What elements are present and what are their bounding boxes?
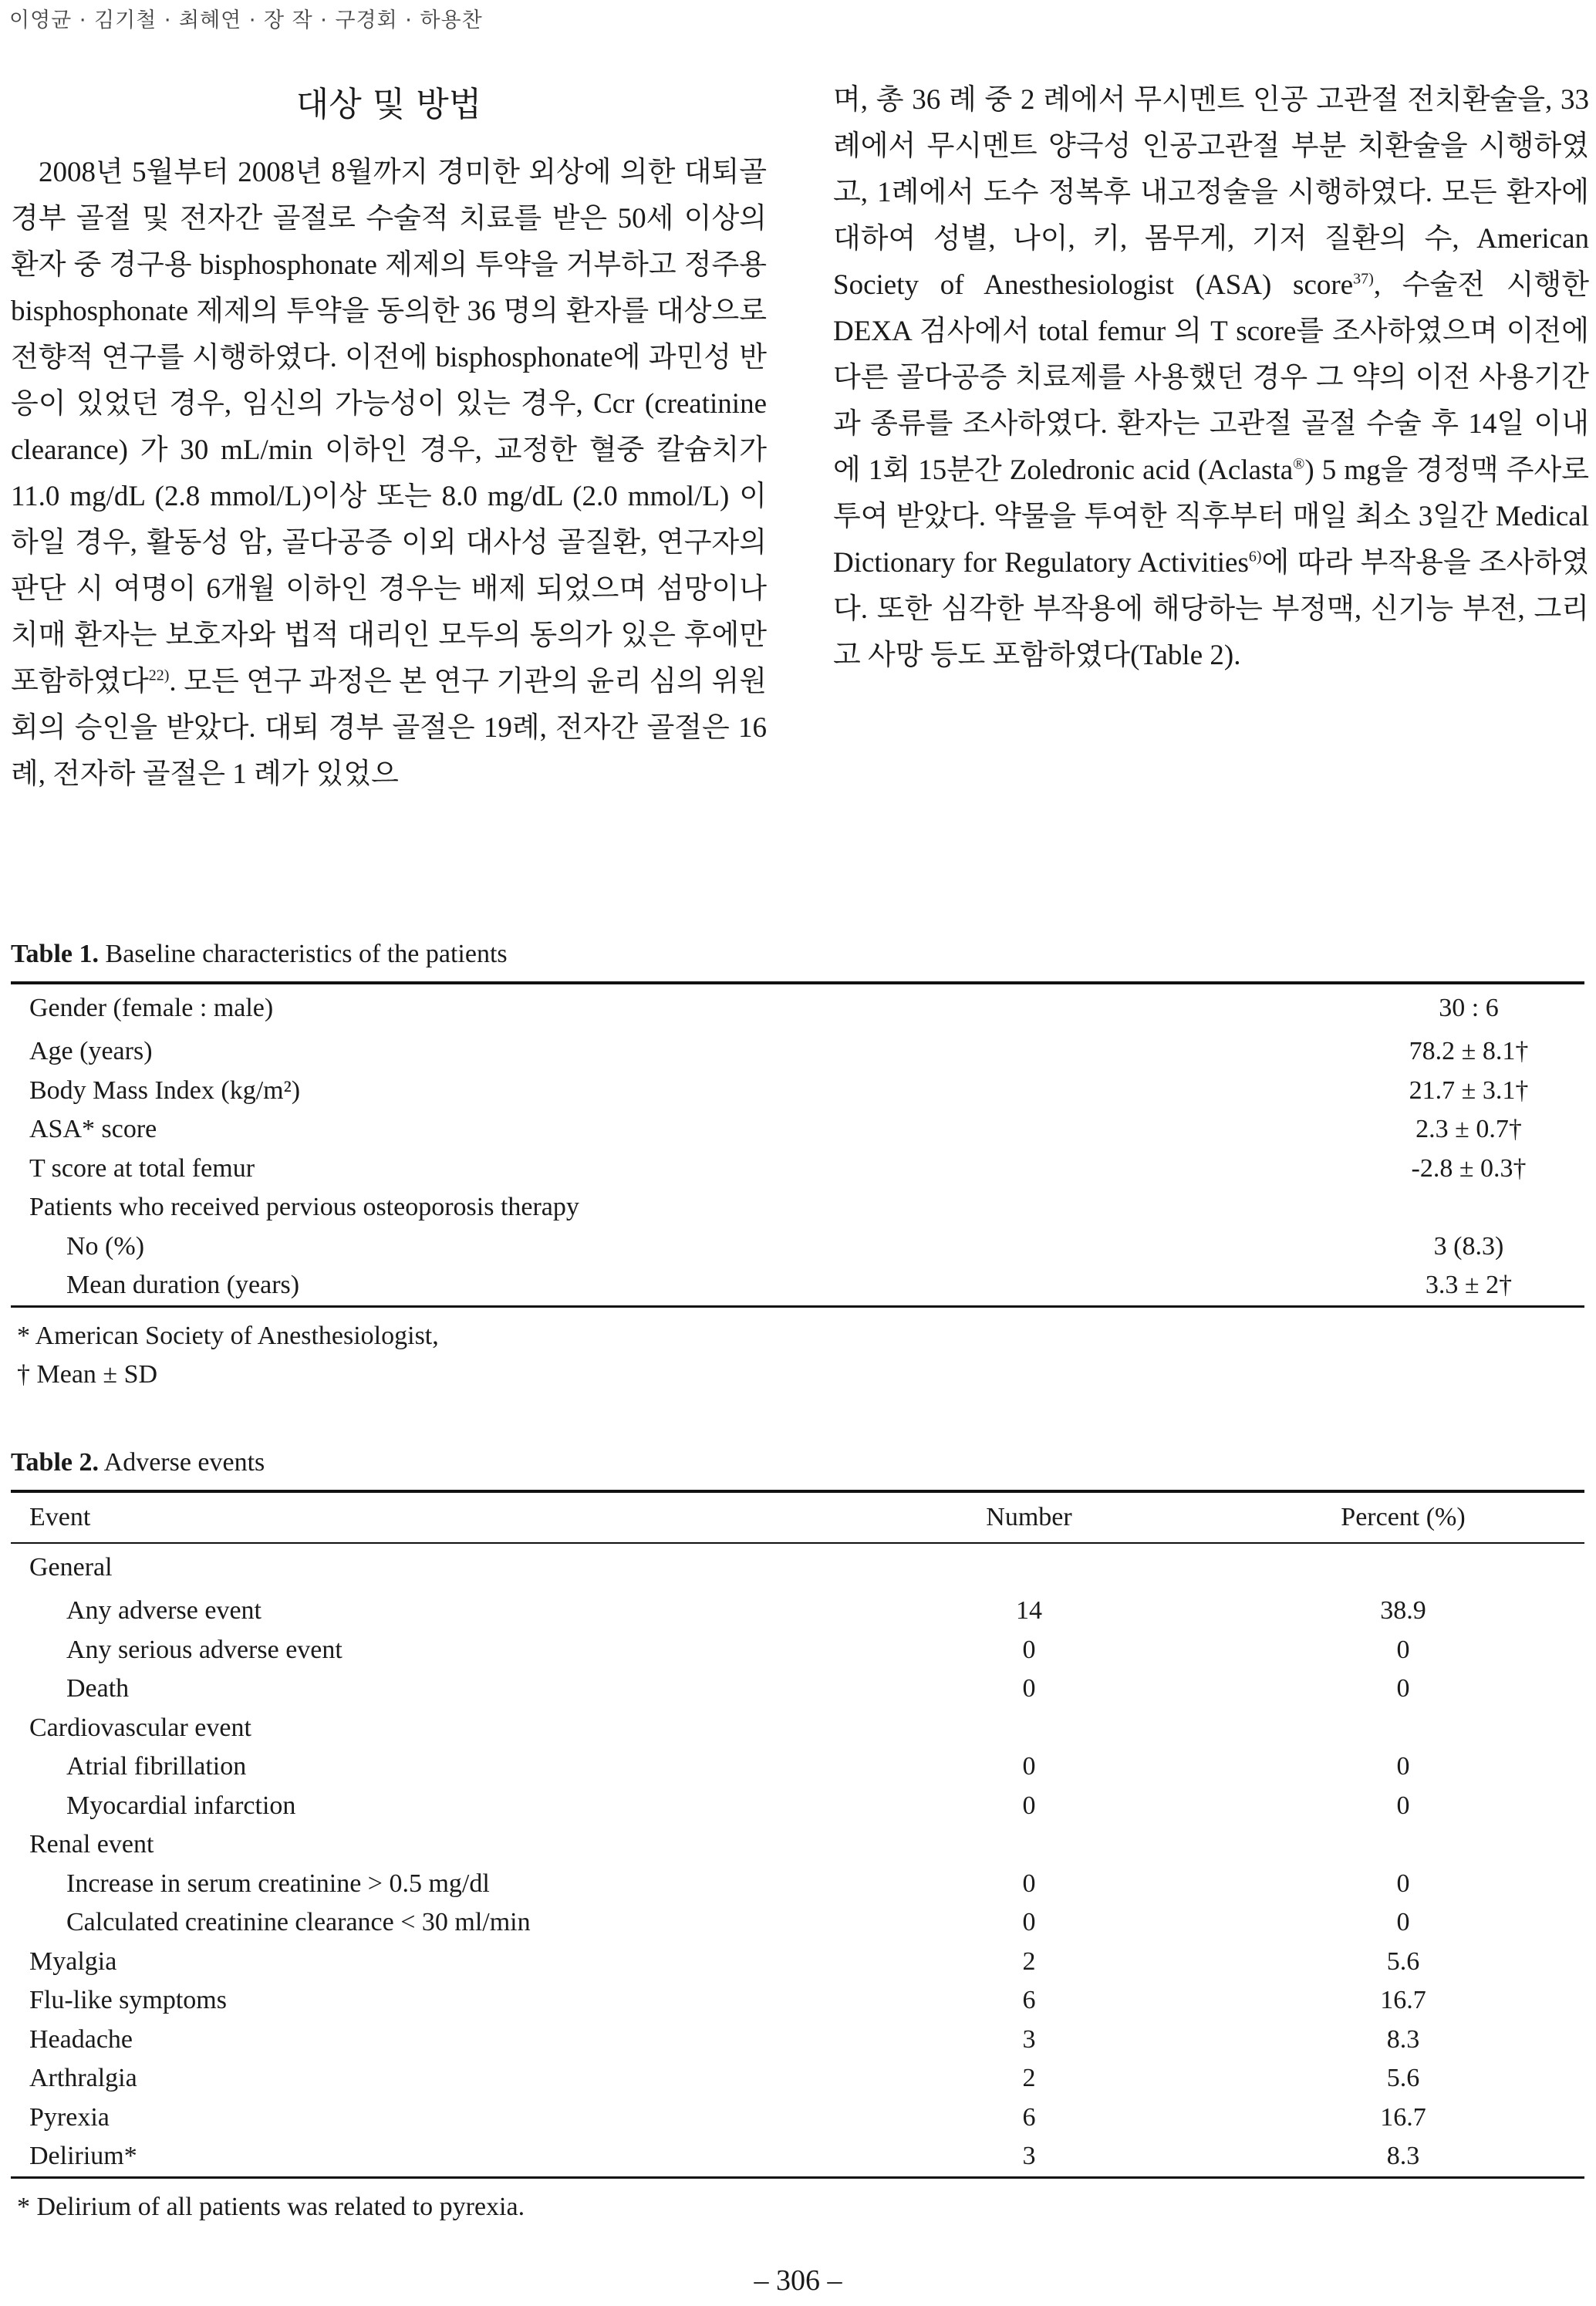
reference-marker: 37) <box>1353 270 1374 288</box>
table-row <box>11 1981 1584 2021</box>
table-row <box>11 1544 1584 1592</box>
row-number: 0 <box>1022 1674 1036 1703</box>
table2-footnote: * Delirium of all patients was related to pyrexia. <box>17 2192 525 2221</box>
table-row <box>11 1188 1584 1227</box>
table2 <box>11 1448 1584 2227</box>
row-label: Cardiovascular event <box>29 1713 251 1742</box>
row-percent: 5.6 <box>1386 2064 1420 2093</box>
row-number: 3 <box>1022 2024 1036 2054</box>
row-label: Arthralgia <box>29 2064 137 2093</box>
table-row <box>11 1943 1584 1982</box>
table-header-row <box>11 1493 1584 1542</box>
table-row <box>11 1670 1584 1709</box>
reference-marker: 22) <box>148 667 170 684</box>
table1-caption <box>11 940 1584 969</box>
row-label: Gender (female : male) <box>29 994 274 1022</box>
row-number: 2 <box>1022 2064 1036 2093</box>
row-value: 30 : 6 <box>1439 994 1499 1022</box>
body-text: ) 5 mg을 경정맥 주사로 투여 받았다. 약물을 투여한 직후부터 매일 최소 3일간 Medical Dictionary for Regulatory Activities <box>833 454 1589 579</box>
row-value: 21.7 ± 3.1† <box>1409 1075 1529 1105</box>
row-label: Increase in serum creatinine > 0.5 mg/dl <box>66 1869 490 1898</box>
row-value: 78.2 ± 8.1† <box>1409 1037 1529 1066</box>
right-column <box>833 77 1589 679</box>
row-number <box>836 1544 1222 1592</box>
row-value: 3.3 ± 2† <box>1425 1271 1513 1300</box>
table-row <box>11 1865 1584 1904</box>
table-row <box>11 984 1584 1032</box>
table-rule <box>11 1305 1584 1308</box>
table-row <box>11 1903 1584 1943</box>
registered-mark: ® <box>1293 455 1305 473</box>
table-row <box>11 2098 1584 2138</box>
row-label: Headache <box>29 2024 133 2054</box>
row-label: Flu-like symptoms <box>29 1986 227 2015</box>
row-percent: 38.9 <box>1380 1596 1426 1626</box>
table-row <box>11 2021 1584 2060</box>
column-header: Event <box>29 1503 91 1531</box>
row-percent: 16.7 <box>1380 2102 1426 2132</box>
table-row <box>11 1072 1584 1111</box>
row-number: 0 <box>1022 1752 1036 1781</box>
row-label: Myocardial infarction <box>66 1791 296 1820</box>
row-label: T score at total femur <box>29 1153 255 1183</box>
row-percent: 0 <box>1396 1752 1410 1781</box>
caption-text: Baseline characteristics of the patients <box>99 940 508 968</box>
table-row <box>11 1787 1584 1826</box>
row-label: Delirium* <box>29 2142 137 2171</box>
body-text: 며, 총 36 례 중 2 례에서 무시멘트 인공 고관절 전치환술을, 33 례에서 무시멘트 양극성 인공고관절 부분 치환술을 시행하였고, 1례에서 도수 정복후 내고정술을 시행하였다. 모든 환자에 대하여 성별, 나이, 키, 몸무게, 기저 질환의 수, American Society of Anesthesiologist (ASA) score <box>833 84 1589 301</box>
table-rule <box>11 2176 1584 2179</box>
column-header: Percent (%) <box>1341 1503 1466 1531</box>
row-label: Myalgia <box>29 1946 117 1976</box>
body-paragraph <box>11 150 767 798</box>
reference-marker: 6) <box>1248 548 1262 566</box>
running-head: 이영균 · 김기철 · 최혜연 · 장 작 · 구경회 · 하용찬 <box>9 8 483 32</box>
row-label: Atrial fibrillation <box>66 1752 247 1781</box>
table-row <box>11 2059 1584 2098</box>
column-header: Number <box>986 1503 1072 1531</box>
table1-body <box>11 984 1584 1305</box>
body-text: 2008년 5월부터 2008년 8월까지 경미한 외상에 의한 대퇴골 경부 골절 및 전자간 골절로 수술적 치료를 받은 50세 이상의 환자 중 경구용 bisphosphonate 제제의 투약을 거부하고 정주용 bisphosphonate 제제의 투약을 동의한 36 명의 환자를 대상으로 전향적 연구를 시행하였다. 이전에 bisphosphonate에 과민성 반응이 있었던 경우, 임신의 가능성이 있는 경우, Ccr (creatinine clearance) 가 30 mL/min 이하인 경우, 교정한 혈중 칼슘치가 11.0 mg/dL (2.8 mmol/L)이상 또는 8.0 mg/dL (2.0 mmol/L) 이하일 경우, 활동성 암, 골다공증 이외 대사성 골질환, 연구자의 판단 시 여명이 6개월 이하인 경우는 배제 되었으며 섬망이나 치매 환자는 보호자와 법적 대리인 모두의 동의가 있은 후에만 포함하였다 <box>11 157 767 697</box>
row-label: Any adverse event <box>66 1596 262 1626</box>
row-number: 6 <box>1022 1986 1036 2015</box>
row-number: 14 <box>1016 1596 1042 1626</box>
row-percent: 0 <box>1396 1869 1410 1898</box>
row-number <box>836 1825 1222 1865</box>
table-row <box>11 1709 1584 1748</box>
row-value: -2.8 ± 0.3† <box>1411 1153 1527 1183</box>
row-label: Renal event <box>29 1830 154 1859</box>
table-row <box>11 1747 1584 1787</box>
caption-label: Table 1. <box>11 940 100 968</box>
table-row <box>11 1631 1584 1670</box>
row-label: Pyrexia <box>29 2102 110 2132</box>
table1-footnote: * American Society of Anesthesiologist, <box>17 1321 439 1350</box>
row-percent: 5.6 <box>1386 1946 1420 1976</box>
row-label: Any serious adverse event <box>66 1635 342 1664</box>
caption-label: Table 2. <box>11 1448 100 1477</box>
row-number: 0 <box>1022 1908 1036 1937</box>
row-percent: 8.3 <box>1386 2142 1420 2171</box>
page-number: – 306 – <box>754 2264 842 2297</box>
row-number: 0 <box>1022 1869 1036 1898</box>
row-number: 0 <box>1022 1635 1036 1664</box>
row-percent <box>1222 1709 1584 1748</box>
row-percent <box>1222 1544 1584 1592</box>
body-paragraph <box>833 77 1589 679</box>
table-row <box>11 2137 1584 2176</box>
row-number: 2 <box>1022 1946 1036 1976</box>
row-label: ASA* score <box>29 1115 157 1144</box>
row-value: 2.3 ± 0.7† <box>1415 1115 1522 1144</box>
row-number: 6 <box>1022 2102 1036 2132</box>
row-value <box>1353 1188 1584 1227</box>
table-row <box>11 1266 1584 1305</box>
left-column <box>11 77 767 798</box>
body-text: . 모든 연구 과정은 본 연구 기관의 윤리 심의 위원회의 승인을 받았다. 대퇴 경부 골절은 19례, 전자간 골절은 16례, 전자하 골절은 1 례가 있었으 <box>11 666 767 790</box>
row-number: 3 <box>1022 2142 1036 2171</box>
table2-body <box>11 1544 1584 2176</box>
row-number: 0 <box>1022 1791 1036 1820</box>
table2-caption <box>11 1448 1584 1477</box>
body-text: , 수술전 시행한 DEXA 검사에서 total femur 의 T score를 조사하였으며 이전에 다른 골다공증 치료제를 사용했던 경우 그 약의 이전 사용기간과 종류를 조사하였다. 환자는 고관절 골절 수술 후 14일 이내에 1회 15분간 Zoledronic acid (Aclasta <box>833 269 1590 486</box>
row-label: Mean duration (years) <box>66 1271 300 1300</box>
row-label: Body Mass Index (kg/m²) <box>29 1075 301 1105</box>
row-percent: 8.3 <box>1386 2024 1420 2054</box>
row-number <box>836 1709 1222 1748</box>
row-label: No (%) <box>66 1231 145 1261</box>
row-label: Calculated creatinine clearance < 30 ml/min <box>66 1908 531 1937</box>
table1 <box>11 940 1584 1394</box>
row-percent: 0 <box>1396 1635 1410 1664</box>
row-label: Death <box>66 1674 130 1703</box>
row-percent: 16.7 <box>1380 1986 1426 2015</box>
table-row <box>11 1150 1584 1189</box>
row-label: Age (years) <box>29 1037 153 1066</box>
table-row <box>11 1592 1584 1631</box>
table2-header <box>11 1493 1584 1542</box>
body-text: 에 따라 부작용을 조사하였다. 또한 심각한 부작용에 해당하는 부정맥, 신기능 부전, 그리고 사망 등도 포함하였다(Table 2). <box>833 547 1589 671</box>
row-percent: 0 <box>1396 1908 1410 1937</box>
row-value: 3 (8.3) <box>1433 1231 1504 1261</box>
table-row <box>11 1032 1584 1072</box>
table1-footnote: † Mean ± SD <box>17 1359 158 1389</box>
row-percent: 0 <box>1396 1791 1410 1820</box>
row-percent: 0 <box>1396 1674 1410 1703</box>
row-label: General <box>29 1553 113 1582</box>
caption-text: Adverse events <box>99 1448 265 1477</box>
table-row <box>11 1227 1584 1267</box>
section-title: 대상 및 방법 <box>295 85 482 124</box>
row-percent <box>1222 1825 1584 1865</box>
table-row <box>11 1110 1584 1150</box>
row-label: Patients who received pervious osteoporosis therapy <box>29 1193 579 1222</box>
table-row <box>11 1825 1584 1865</box>
